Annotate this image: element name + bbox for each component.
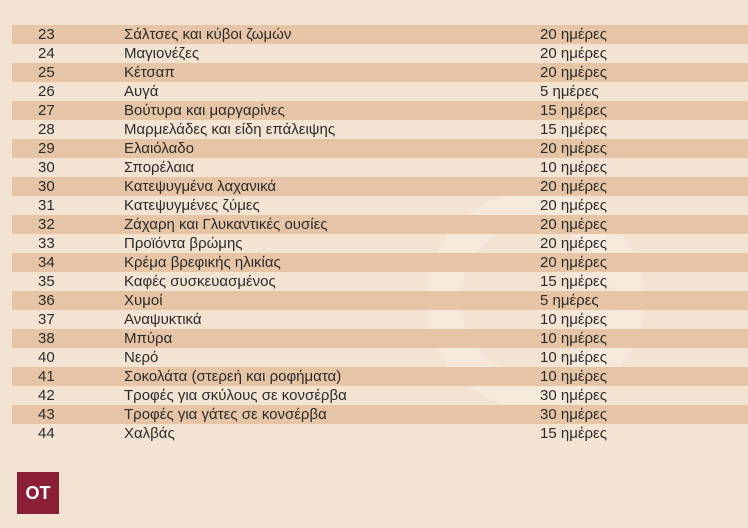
row-number: 27	[38, 102, 55, 119]
product-name: Αναψυκτικά	[124, 311, 202, 328]
product-name: Ελαιόλαδο	[124, 140, 194, 157]
days-value: 20 ημέρες	[540, 64, 607, 81]
days-value: 5 ημέρες	[540, 292, 599, 309]
table-row	[12, 348, 748, 367]
row-number: 26	[38, 83, 55, 100]
product-name: Βούτυρα και μαργαρίνες	[124, 102, 285, 119]
days-value: 10 ημέρες	[540, 349, 607, 366]
days-value: 30 ημέρες	[540, 406, 607, 423]
row-number: 33	[38, 235, 55, 252]
product-name: Τροφές για σκύλους σε κονσέρβα	[124, 387, 347, 404]
days-value: 15 ημέρες	[540, 273, 607, 290]
row-number: 32	[38, 216, 55, 233]
row-number: 34	[38, 254, 55, 271]
product-name: Σάλτσες και κύβοι ζωμών	[124, 26, 292, 43]
days-value: 20 ημέρες	[540, 235, 607, 252]
product-name: Αυγά	[124, 83, 159, 100]
days-value: 30 ημέρες	[540, 387, 607, 404]
table-row	[12, 120, 748, 139]
product-name: Κρέμα βρεφικής ηλικίας	[124, 254, 281, 271]
table-row	[12, 82, 748, 101]
row-number: 44	[38, 425, 55, 442]
product-name: Μαγιονέζες	[124, 45, 200, 62]
table-row	[12, 367, 748, 386]
row-number: 43	[38, 406, 55, 423]
product-name: Νερό	[124, 349, 159, 366]
days-value: 15 ημέρες	[540, 121, 607, 138]
table-row	[12, 405, 748, 424]
product-name: Μαρμελάδες και είδη επάλειψης	[124, 121, 336, 138]
product-name: Τροφές για γάτες σε κονσέρβα	[124, 406, 327, 423]
product-name: Κέτσαπ	[124, 64, 175, 81]
days-value: 20 ημέρες	[540, 254, 607, 271]
product-name: Χαλβάς	[124, 425, 175, 442]
row-number: 30	[38, 159, 55, 176]
row-number: 24	[38, 45, 55, 62]
product-name: Χυμοί	[124, 292, 163, 309]
table-row	[12, 424, 748, 443]
days-value: 20 ημέρες	[540, 45, 607, 62]
table-row	[12, 25, 748, 44]
row-number: 29	[38, 140, 55, 157]
days-value: 15 ημέρες	[540, 102, 607, 119]
table-row	[12, 139, 748, 158]
table-row	[12, 44, 748, 63]
row-number: 38	[38, 330, 55, 347]
table-row	[12, 253, 748, 272]
row-number: 25	[38, 64, 55, 81]
product-name: Σπορέλαια	[124, 159, 195, 176]
days-value: 20 ημέρες	[540, 140, 607, 157]
table-row	[12, 177, 748, 196]
row-number: 37	[38, 311, 55, 328]
table-row	[12, 291, 748, 310]
product-name: Κατεψυγμένες ζύμες	[124, 197, 260, 214]
days-value: 20 ημέρες	[540, 197, 607, 214]
row-number: 36	[38, 292, 55, 309]
table-row	[12, 329, 748, 348]
days-value: 10 ημέρες	[540, 311, 607, 328]
table-row	[12, 63, 748, 82]
row-number: 28	[38, 121, 55, 138]
ot-logo[interactable]: OT	[17, 472, 59, 514]
row-number: 31	[38, 197, 55, 214]
row-number: 23	[38, 26, 55, 43]
days-value: 10 ημέρες	[540, 368, 607, 385]
row-number: 42	[38, 387, 55, 404]
table-row	[12, 196, 748, 215]
table-row	[12, 158, 748, 177]
row-number: 30	[38, 178, 55, 195]
table-row	[12, 272, 748, 291]
shelf-life-table	[12, 25, 748, 443]
days-value: 20 ημέρες	[540, 178, 607, 195]
row-number: 35	[38, 273, 55, 290]
days-value: 20 ημέρες	[540, 216, 607, 233]
days-value: 5 ημέρες	[540, 83, 599, 100]
days-value: 10 ημέρες	[540, 159, 607, 176]
product-name: Καφές συσκευασμένος	[124, 273, 276, 290]
row-number: 40	[38, 349, 55, 366]
days-value: 15 ημέρες	[540, 425, 607, 442]
table-row	[12, 215, 748, 234]
table-row	[12, 234, 748, 253]
days-value: 10 ημέρες	[540, 330, 607, 347]
product-name: Προϊόντα βρώμης	[124, 235, 243, 252]
row-number: 41	[38, 368, 55, 385]
product-name: Σοκολάτα (στερεή και ροφήματα)	[124, 368, 342, 385]
table-row	[12, 101, 748, 120]
days-value: 20 ημέρες	[540, 26, 607, 43]
table-row	[12, 386, 748, 405]
table-row	[12, 310, 748, 329]
product-name: Κατεψυγμένα λαχανικά	[124, 178, 277, 195]
product-name: Μπύρα	[124, 330, 173, 347]
product-name: Ζάχαρη και Γλυκαντικές ουσίες	[124, 216, 328, 233]
